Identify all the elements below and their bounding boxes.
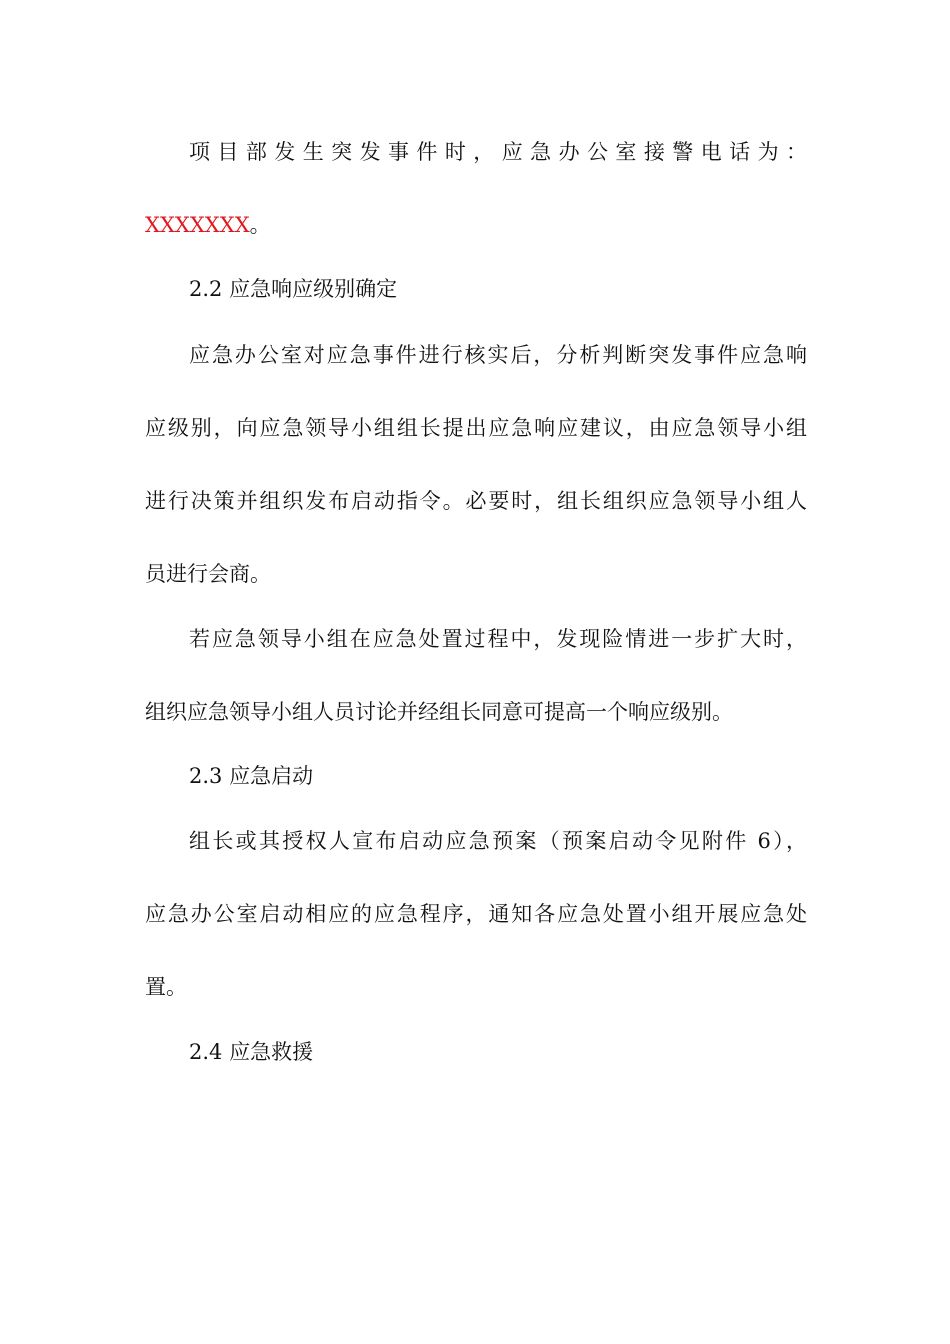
paragraph-line: 组织应急领导小组人员讨论并经组长同意可提高一个响应级别。 xyxy=(145,700,733,724)
section-heading-2-4: 2.4 应急救援 xyxy=(189,1040,314,1064)
paragraph-line: 组长或其授权人宣布启动应急预案（预案启动令见附件 6）， xyxy=(189,829,807,853)
paragraph-line: 若应急领导小组在应急处置过程中，发现险情进一步扩大时， xyxy=(189,627,807,651)
paragraph-line: 员进行会商。 xyxy=(145,562,271,586)
paragraph-line: 应级别，向应急领导小组组长提出应急响应建议，由应急领导小组 xyxy=(145,416,807,440)
phone-line xyxy=(145,210,807,240)
paragraph-line: 项目部发生突发事件时，应急办公室接警电话为： xyxy=(189,140,807,164)
section-heading-2-2: 2.2 应急响应级别确定 xyxy=(189,277,398,301)
paragraph-line: 置。 xyxy=(145,975,187,999)
section-heading-2-3: 2.3 应急启动 xyxy=(189,764,314,788)
phone-number-placeholder: XXXXXXX xyxy=(145,213,250,237)
paragraph-line: 应急办公室启动相应的应急程序，通知各应急处置小组开展应急处 xyxy=(145,902,807,926)
phone-suffix: 。 xyxy=(249,213,271,237)
paragraph-line: 应急办公室对应急事件进行核实后，分析判断突发事件应急响 xyxy=(189,343,807,367)
paragraph-line: 进行决策并组织发布启动指令。必要时，组长组织应急领导小组人 xyxy=(145,489,807,513)
